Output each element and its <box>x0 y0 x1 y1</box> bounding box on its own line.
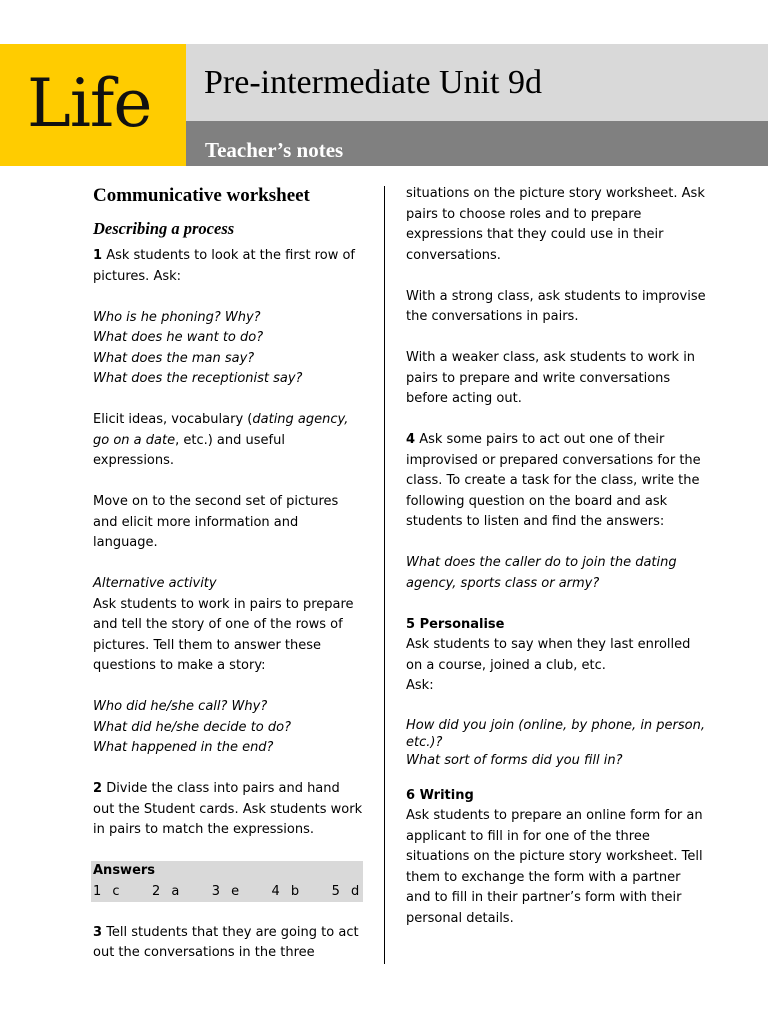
step-1 <box>93 246 365 287</box>
worksheet-title: Communicative worksheet <box>93 185 310 206</box>
answers-title: Answers <box>93 863 156 878</box>
question: What did he/she decide to do? <box>93 719 291 735</box>
alternative-activity-title: Alternative activity <box>93 576 217 591</box>
step-number: 1 <box>93 248 103 263</box>
life-logo: Life <box>27 65 152 142</box>
step-text: Tell students that they are going to act out the conversations in the three <box>93 924 359 960</box>
step-text: Divide the class into pairs and hand out the Student cards. Ask students work in pairs to match the expressions. <box>93 781 363 837</box>
text-run: Elicit ideas, vocabulary ( <box>93 412 253 427</box>
elicit-paragraph <box>93 410 365 472</box>
step-2 <box>93 779 365 841</box>
question: What does the man say? <box>93 350 255 366</box>
unit-title: Pre-intermediate Unit 9d <box>204 64 543 101</box>
left-column <box>93 183 365 964</box>
question: How did you join (online, by phone, in person, etc.)? <box>406 718 705 750</box>
text-run: , etc.) and useful expressions. <box>93 432 285 468</box>
question: Who did he/she call? Why? <box>93 699 268 714</box>
answers-line: 1 c 2 a 3 e 4 b 5 d <box>93 883 360 899</box>
answers-box <box>91 861 363 902</box>
teacher-notes-label: Teacher’s notes <box>205 138 344 162</box>
subtitle-band <box>186 121 768 166</box>
step-5-ask: Ask: <box>406 678 434 693</box>
step-5-text: Ask students to say when they last enrolled on a course, joined a club, etc. <box>406 637 691 673</box>
step-text: Ask students to look at the first row of pictures. Ask: <box>93 248 355 284</box>
logo-box <box>0 44 186 166</box>
question: What does the receptionist say? <box>93 371 303 386</box>
step-6-title: 6 Writing <box>406 787 474 803</box>
right-column <box>406 184 706 929</box>
step-number: 3 <box>93 924 103 940</box>
step-number: 4 <box>406 432 416 447</box>
text-run-italic: dating agency, go on a date <box>93 412 349 448</box>
question: What happened in the end? <box>93 740 274 755</box>
move-on-paragraph: Move on to the second set of pictures and elicit more information and language. <box>93 494 339 550</box>
step-6-text: Ask students to prepare an online form for an applicant to fill in for one of the three situations on the picture story worksheet. Tell them to exchange the form with a partner and to fill in their partner’s form with their personal details. <box>406 808 703 926</box>
alternative-activity-text: Ask students to work in pairs to prepare and tell the story of one of the rows of pictures. Tell them to answer these questions to make a story: <box>93 596 354 673</box>
question: What sort of forms did you fill in? <box>406 753 623 768</box>
question: What does he want to do? <box>93 330 264 345</box>
page-header <box>0 44 768 166</box>
title-band <box>186 44 768 121</box>
column-divider <box>384 186 385 964</box>
step-4 <box>406 430 706 533</box>
worksheet-subtitle: Describing a process <box>93 219 235 238</box>
question: What does the caller do to join the dating agency, sports class or army? <box>406 555 677 591</box>
step-text: Ask some pairs to act out one of their improvised or prepared conversations for the class. To create a task for the class, write the following question on the board and ask students to listen and find the answers: <box>406 432 701 529</box>
step-number: 2 <box>93 781 103 796</box>
question: Who is he phoning? Why? <box>93 309 261 325</box>
step-3 <box>93 923 365 964</box>
strong-class-paragraph: With a strong class, ask students to improvise the conversations in pairs. <box>406 288 706 324</box>
step-3-continued: situations on the picture story worksheet. Ask pairs to choose roles and to prepare expressions that they could use in their conversations. <box>406 186 705 263</box>
weak-class-paragraph: With a weaker class, ask students to work in pairs to prepare and write conversations before acting out. <box>406 350 696 406</box>
step-5-title: 5 Personalise <box>406 616 505 632</box>
